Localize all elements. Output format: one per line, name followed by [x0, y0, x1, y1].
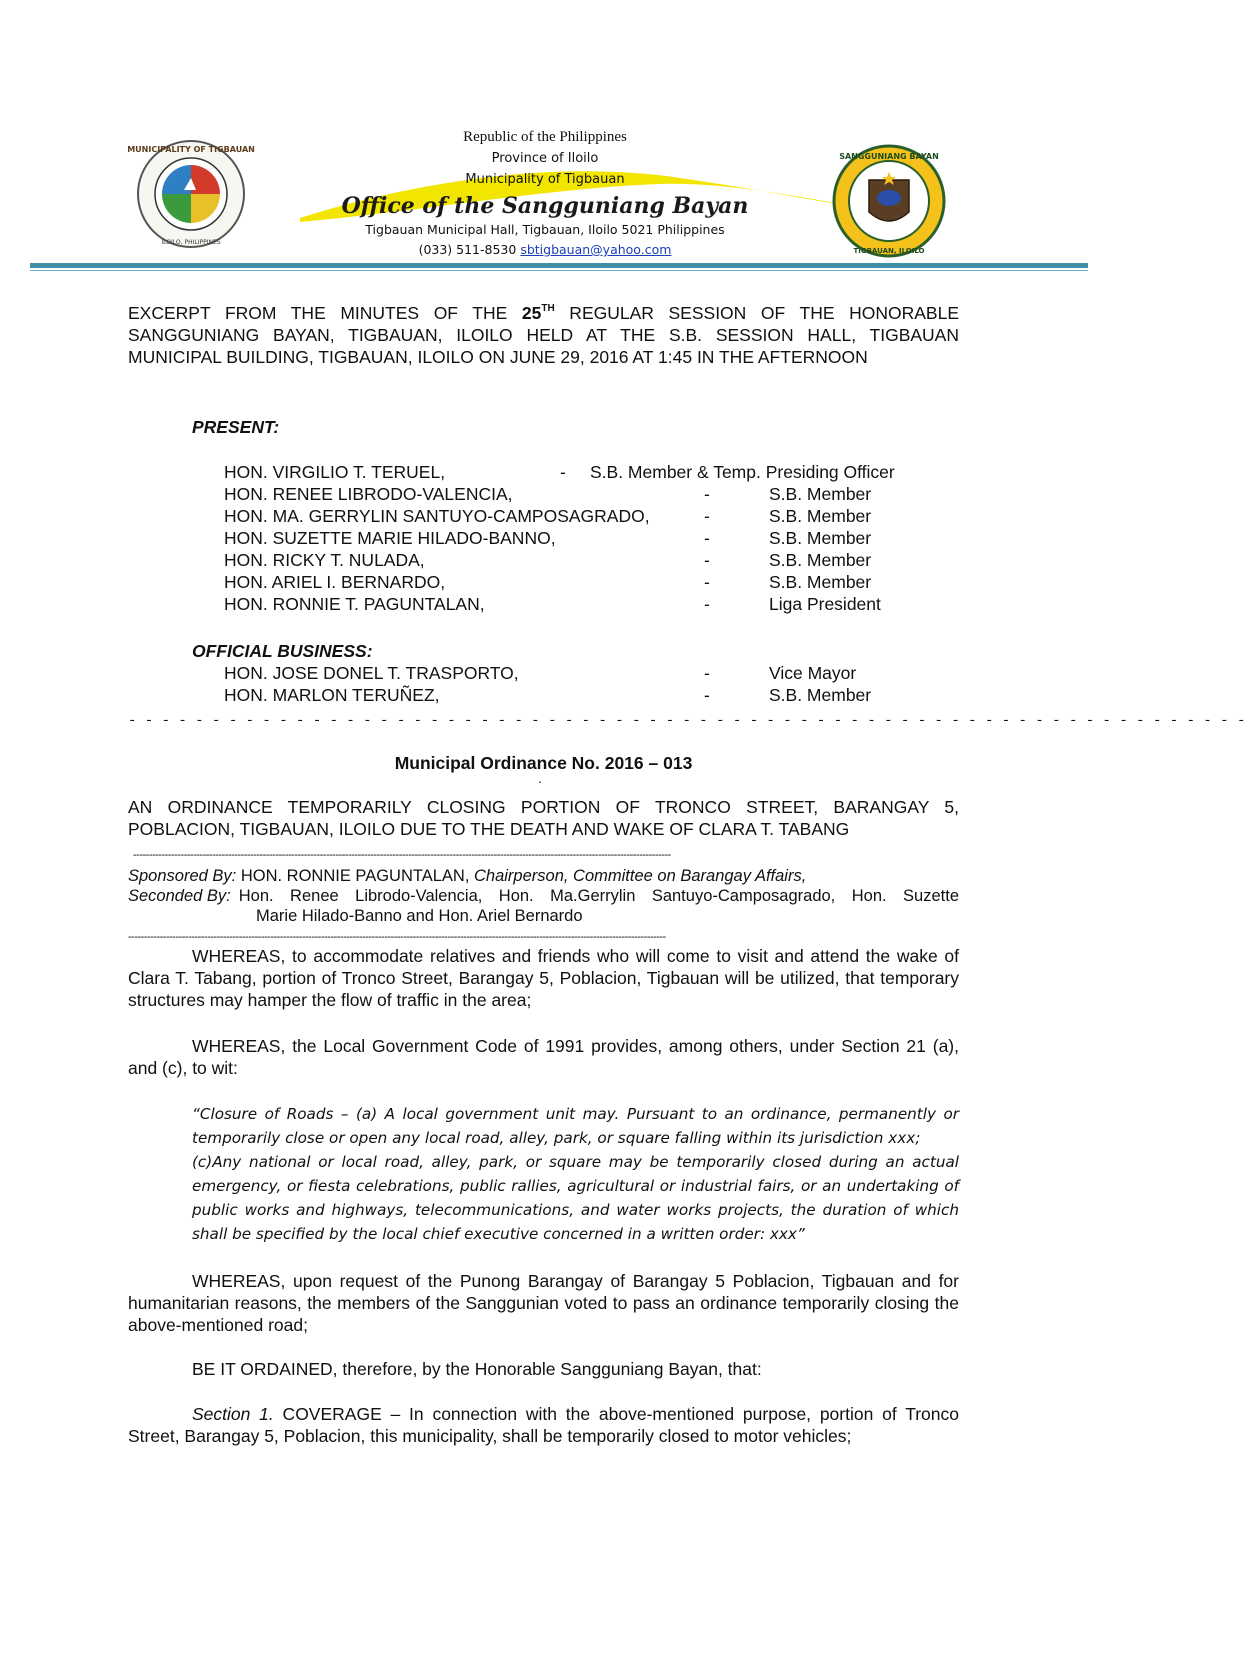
thin-separator-top: -------------------------------------------------------------------------------------------------------------------------------------------------------------------------- — [133, 849, 671, 861]
member-dash: - — [704, 506, 710, 526]
member-role: S.B. Member — [769, 484, 872, 504]
phone-number: (033) 511-8530 — [418, 242, 517, 257]
member-role: S.B. Member — [769, 572, 872, 592]
member-role: S.B. Member — [769, 506, 872, 526]
ordained-clause: BE IT ORDAINED, therefore, by the Honorable Sangguniang Bayan, that: — [192, 1359, 762, 1379]
seal-left-top-text: MUNICIPALITY OF TIGBAUAN — [127, 145, 255, 154]
letterhead-rule — [30, 263, 1088, 268]
address-line: Tigbauan Municipal Hall, Tigbauan, Iloilo 5021 Philippines — [365, 222, 725, 237]
quoted-section-c: (c)Any national or local road, alley, park, or square may be temporarily closed during an actual emergency, or fiesta celebrations, public rallies, agricultural or industrial fairs, or an undertaking of public works and highways, telecommunications, and water works projects, the duration of which shall be specified by the local chief executive concerned in a written order: xxx” — [192, 1153, 959, 1243]
sponsor-name: HON. RONNIE PAGUNTALAN, — [236, 867, 474, 885]
member-dash: - — [704, 663, 710, 683]
present-heading: PRESENT: — [192, 417, 280, 437]
quoted-section-a: “Closure of Roads – (a) A local government unit may. Pursuant to an ordinance, permanently or temporarily close or open any local road, alley, park, or square falling within its jurisdiction xxx; — [192, 1105, 959, 1147]
seconded-names: Hon. Renee Librodo-Valencia, Hon. Ma.Gerrylin Santuyo-Camposagrado, Hon. Suzette — [238, 887, 959, 905]
excerpt-text-a: EXCERPT FROM THE MINUTES OF THE — [128, 303, 522, 323]
official-business-heading: OFFICIAL BUSINESS: — [192, 641, 373, 661]
ordinance-dot: . — [538, 770, 542, 786]
sangguniang-bayan-seal — [826, 142, 952, 260]
member-role: S.B. Member — [769, 550, 872, 570]
member-name: HON. MA. GERRYLIN SANTUYO-CAMPOSAGRADO, — [224, 506, 650, 526]
municipality-seal — [128, 138, 254, 250]
sponsored-by-line — [128, 866, 806, 886]
member-role: S.B. Member — [769, 528, 872, 548]
member-name: HON. RONNIE T. PAGUNTALAN, — [224, 594, 485, 614]
member-dash: - — [704, 528, 710, 548]
whereas-paragraph-3: WHEREAS, upon request of the Punong Barangay of Barangay 5 Poblacion, Tigbauan and for humanitarian reasons, the members of the Sanggunian voted to pass an ordinance temporarily closing the above-mentioned road; — [128, 1271, 959, 1335]
member-dash: - — [704, 594, 710, 614]
section-1 — [128, 1403, 959, 1447]
letterhead — [320, 127, 770, 260]
member-role: S.B. Member & Temp. Presiding Officer — [590, 462, 895, 482]
office-title: Office of the Sangguniang Bayan — [341, 193, 749, 219]
excerpt-text-b: REGULAR SESSION OF THE HONORABLE SANGGUNIANG BAYAN, TIGBAUAN, ILOILO HELD AT THE S.B. SESSION HALL, TIGBAUAN MUNICIPAL BUILDING, TIGBAUAN, ILOILO ON JUNE 29, 2016 AT 1:45 IN THE AFTERNOON — [128, 303, 959, 367]
member-name: HON. SUZETTE MARIE HILADO-BANNO, — [224, 528, 556, 548]
municipality-line: Municipality of Tigbauan — [465, 172, 625, 187]
republic-line: Republic of the Philippines — [463, 129, 627, 145]
member-dash: - — [704, 550, 710, 570]
sponsored-label: Sponsored By: — [128, 867, 237, 885]
session-ordinal-suffix: TH — [541, 303, 555, 314]
thin-separator-bottom: -------------------------------------------------------------------------------------------------------------------------------------------------------------------------- — [128, 931, 666, 943]
member-dash: - — [560, 462, 566, 482]
section-1-text: COVERAGE – In connection with the above-mentioned purpose, portion of Tronco Street, Barangay 5, Poblacion, this municipality, shall be temporarily closed to motor vehicles; — [128, 1404, 960, 1446]
ordinance-title: Municipal Ordinance No. 2016 – 013 — [394, 753, 693, 773]
session-ordinal: 25 — [521, 303, 542, 323]
member-name: HON. RENEE LIBRODO-VALENCIA, — [224, 484, 513, 504]
member-role: Liga President — [769, 594, 881, 614]
province-line: Province of Iloilo — [491, 151, 599, 166]
whereas-paragraph-1: WHEREAS, to accommodate relatives and friends who will come to visit and attend the wake of Clara T. Tabang, portion of Tronco Street, Barangay 5, Poblacion, Tigbauan will be utilized, that temporary structures may hamper the flow of traffic in the area; — [128, 946, 959, 1010]
member-name: HON. MARLON TERUÑEZ, — [224, 685, 440, 705]
member-dash: - — [704, 484, 710, 504]
member-name: HON. JOSE DONEL T. TRASPORTO, — [224, 663, 519, 683]
member-role: S.B. Member — [769, 685, 872, 705]
member-name: HON. ARIEL I. BERNARDO, — [224, 572, 446, 592]
seal-right-top-text: SANGGUNIANG BAYAN — [839, 152, 939, 161]
excerpt-heading — [128, 302, 959, 368]
ordinance-description: AN ORDINANCE TEMPORARILY CLOSING PORTION OF TRONCO STREET, BARANGAY 5, POBLACION, TIGBAUAN, ILOILO DUE TO THE DEATH AND WAKE OF CLARA T. TABANG — [128, 797, 959, 839]
seconded-names-continued: Marie Hilado-Banno and Hon. Ariel Bernardo — [256, 907, 583, 925]
member-name: HON. RICKY T. NULADA, — [224, 550, 425, 570]
member-dash: - — [704, 685, 710, 705]
sponsor-role: Chairperson, Committee on Barangay Affairs, — [474, 867, 807, 885]
seconded-label: Seconded By: — [128, 887, 231, 905]
dashed-separator: - - - - - - - - - - - - - - - - - - - - - - - - - - - - - - - - - - - - - - - - - - - - - - - - - - - - - - - - - - - - - - - - - - - — [128, 713, 1245, 729]
member-dash: - — [704, 572, 710, 592]
letterhead-rule-thin — [30, 270, 1088, 271]
member-role: Vice Mayor — [769, 663, 857, 683]
member-name: HON. VIRGILIO T. TERUEL, — [224, 462, 446, 482]
seal-left-bottom-text: ILOILO, PHILIPPINES — [161, 239, 221, 246]
seal-right-bottom-text: TIGBAUAN, ILOILO — [853, 247, 925, 255]
email-link[interactable]: sbtigbauan@yahoo.com — [520, 242, 672, 257]
contact-line — [320, 240, 770, 260]
seconded-by-line — [128, 886, 959, 906]
whereas-paragraph-2: WHEREAS, the Local Government Code of 1991 provides, among others, under Section 21 (a), and (c), to wit: — [128, 1036, 959, 1078]
section-1-label: Section 1. — [192, 1404, 274, 1424]
